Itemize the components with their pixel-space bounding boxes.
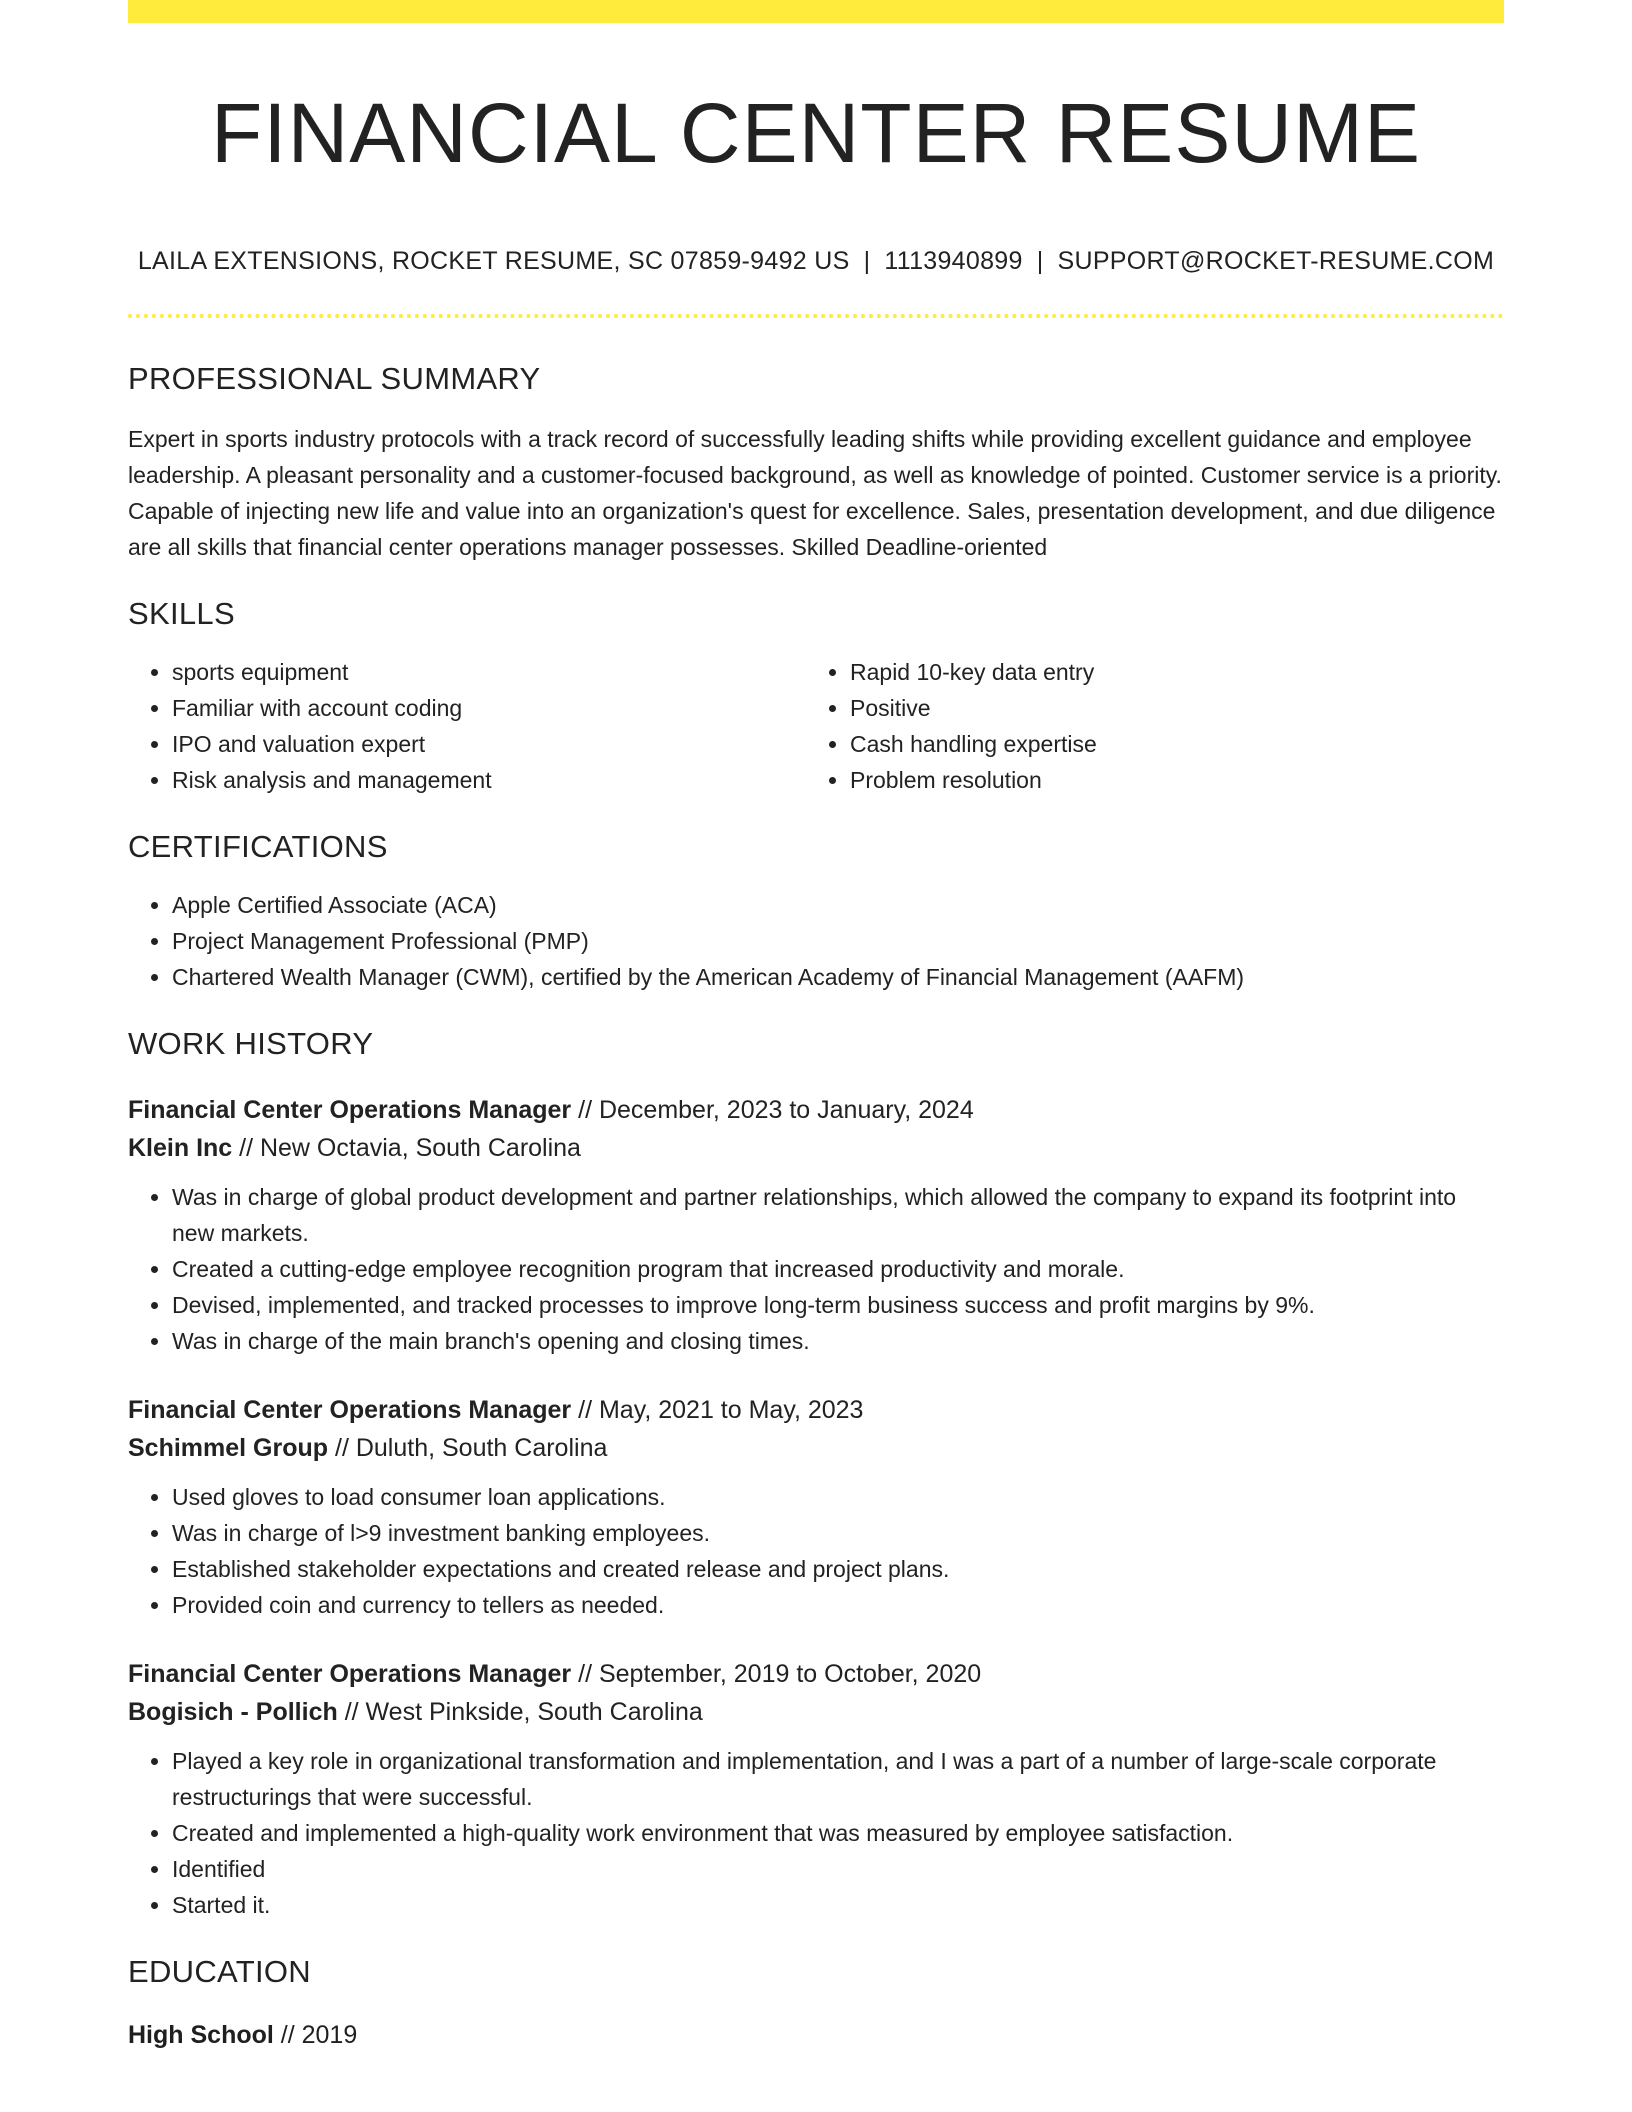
- resume-title: FINANCIAL CENTER RESUME: [210, 86, 1422, 180]
- job-bullet: • Identified: [172, 1851, 1504, 1887]
- contact-address: LAILA EXTENSIONS, ROCKET RESUME, SC 07859-9492 US: [137, 246, 850, 275]
- job-bullet: • Was in charge of the main branch's opening and closing times.: [172, 1323, 1504, 1359]
- job-bullet: • Established stakeholder expectations and created release and project plans.: [172, 1551, 1504, 1587]
- skills-heading: SKILLS: [128, 595, 235, 631]
- job-company-line: [128, 1693, 1504, 1731]
- job-title: Financial Center Operations Manager: [128, 1659, 572, 1688]
- skills-list-right: [806, 654, 1484, 798]
- job-entry: [128, 1655, 1504, 1923]
- skill-item: • sports equipment: [172, 654, 806, 690]
- skill-item: • Positive: [850, 690, 1484, 726]
- job-bullets: [128, 1743, 1504, 1923]
- certifications-heading: CERTIFICATIONS: [128, 829, 388, 865]
- work-history-heading: WORK HISTORY: [128, 1026, 374, 1062]
- job-location: // West Pinkside, South Carolina: [344, 1697, 703, 1726]
- certification-item: • Chartered Wealth Manager (CWM), certified by the American Academy of Financial Management (AAFM): [172, 959, 1504, 995]
- job-location: // Duluth, South Carolina: [335, 1433, 608, 1462]
- skill-item: • IPO and valuation expert: [172, 726, 806, 762]
- accent-top-bar: [128, 0, 1504, 23]
- job-title: Financial Center Operations Manager: [128, 1395, 572, 1424]
- job-bullet: • Created a cutting-edge employee recognition program that increased productivity and morale.: [172, 1251, 1504, 1287]
- contact-separator: |: [863, 246, 871, 275]
- certification-item: • Project Management Professional (PMP): [172, 923, 1504, 959]
- contact-email: SUPPORT@ROCKET-RESUME.COM: [1057, 246, 1495, 275]
- certifications-list: [128, 887, 1504, 995]
- contact-line: [128, 246, 1504, 276]
- job-title-line: [128, 1655, 1504, 1693]
- job-company: Klein Inc: [128, 1133, 233, 1162]
- job-dates: // May, 2021 to May, 2023: [578, 1395, 864, 1424]
- skill-item: • Familiar with account coding: [172, 690, 806, 726]
- skill-item: • Risk analysis and management: [172, 762, 806, 798]
- education-degree: High School: [128, 2020, 274, 2049]
- job-bullet: • Was in charge of global product development and partner relationships, which allowed the company to expand its footprint into new markets.: [172, 1179, 1504, 1251]
- skill-item: • Cash handling expertise: [850, 726, 1484, 762]
- education-year: // 2019: [280, 2020, 358, 2049]
- contact-phone: 1113940899: [884, 246, 1023, 275]
- summary-text: Expert in sports industry protocols with a track record of successfully leading shifts while providing excellent guidance and employee leadership. A pleasant personality and a customer-focused background, as well as knowledge of pointed. Customer service is a priority. Capable of injecting new life and value into an organization's quest for excellence. Sales, presentation development, and due diligence are all skills that financial center operations manager possesses. Skilled Deadline-oriented: [128, 425, 1502, 560]
- skills-columns: [128, 632, 1504, 798]
- skills-list-left: [128, 654, 806, 798]
- job-bullet: • Created and implemented a high-quality work environment that was measured by employee satisfaction.: [172, 1815, 1504, 1851]
- job-dates: // September, 2019 to October, 2020: [578, 1659, 982, 1688]
- job-bullets: [128, 1179, 1504, 1359]
- job-company-line: [128, 1129, 1504, 1167]
- job-bullet: • Devised, implemented, and tracked processes to improve long-term business success and profit margins by 9%.: [172, 1287, 1504, 1323]
- education-section: [128, 1953, 1504, 2054]
- job-bullet: • Used gloves to load consumer loan applications.: [172, 1479, 1504, 1515]
- education-entry: [128, 2016, 1504, 2054]
- job-company: Schimmel Group: [128, 1433, 329, 1462]
- job-title: Financial Center Operations Manager: [128, 1095, 572, 1124]
- education-heading: EDUCATION: [128, 1953, 311, 1989]
- summary-heading: PROFESSIONAL SUMMARY: [128, 360, 541, 396]
- job-title-line: [128, 1091, 1504, 1129]
- skills-section: [128, 595, 1504, 798]
- job-bullet: • Provided coin and currency to tellers as needed.: [172, 1587, 1504, 1623]
- job-location: // New Octavia, South Carolina: [239, 1133, 581, 1162]
- work-history-section: [128, 1025, 1504, 1922]
- certifications-section: [128, 828, 1504, 995]
- job-bullet: • Started it.: [172, 1887, 1504, 1923]
- resume-page: [128, 0, 1504, 2054]
- job-dates: // December, 2023 to January, 2024: [578, 1095, 974, 1124]
- job-title-line: [128, 1391, 1504, 1429]
- job-company-line: [128, 1429, 1504, 1467]
- certification-item: • Apple Certified Associate (ACA): [172, 887, 1504, 923]
- skill-item: • Rapid 10-key data entry: [850, 654, 1484, 690]
- job-company: Bogisich - Pollich: [128, 1697, 338, 1726]
- professional-summary-section: [128, 360, 1504, 565]
- skill-item: • Problem resolution: [850, 762, 1484, 798]
- job-bullet: • Played a key role in organizational transformation and implementation, and I was a part of a number of large-scale corporate restructurings that were successful.: [172, 1743, 1504, 1815]
- job-entry: [128, 1391, 1504, 1623]
- job-bullet: • Was in charge of l>9 investment banking employees.: [172, 1515, 1504, 1551]
- dotted-divider: [128, 314, 1504, 318]
- job-entry: [128, 1091, 1504, 1359]
- job-bullets: [128, 1479, 1504, 1623]
- contact-separator: |: [1036, 246, 1044, 275]
